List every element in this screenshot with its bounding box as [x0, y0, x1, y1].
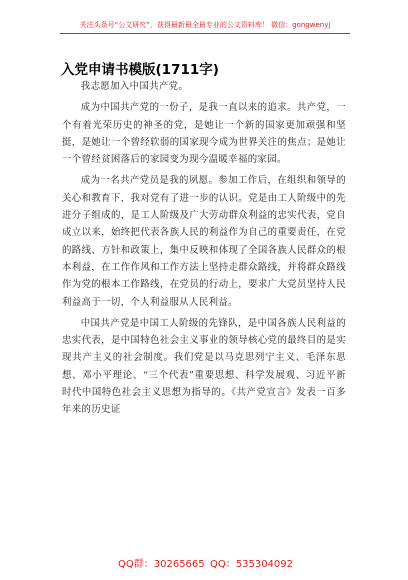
paragraph-4: 中国共产党是中国工人阶级的先锋队，是中国各族人民利益的忠实代表，是中国特色社会主义事业的领导核心党的最终目的是实现共产主义的社会制度。我们党是以马克思列宁主义、毛泽东思想、邓小平理论、“三个代表”重要思想、科学发展观、习近平新时代中国特色社会主义思想为指导的。《共产党宣言》发表一百多年来的历史证	[62, 317, 346, 416]
header-banner: 关注头条号“公文研究”，获得最新最全最专业的公文资料库！ 微信：gongwenyj	[60, 20, 350, 34]
document-body	[62, 78, 346, 423]
footer-qq-group: QQ群：30265665	[118, 559, 205, 570]
paragraph-1: 我志愿加入中国共产党。	[80, 81, 189, 92]
footer-qq: QQ：535304092	[210, 559, 294, 570]
paragraph-3: 成为一名共产党员是我的夙愿。参加工作后，在组织和领导的关心和教育下，我对党有了进一步的认识。党是由工人阶级中的先进分子组成的，是工人阶级及广大劳动群众利益的忠实代表，党自成立以来，始终把代表各族人民的利益作为自己的重要责任，在党的路线、方针和政策上，集中反映和体现了全国各族人民群众的根本利益，在工作作风和工作方法上坚持走群众路线，并将群众路线作为党的根本工作路线，在党员的行动上，要求广大党员坚持人民利益高于一切，个人利益服从人民利益。	[62, 175, 346, 308]
paragraph-2: 成为中国共产党的一份子，是我一直以来的追求。共产党，一个有着光荣历史的神圣的党，是她让一个新的国家更加顽强和坚挺，是她让一个曾经软弱的国家现今成为世界关注的焦点；是她让一个曾经贫困落后的家园变为现今温暖幸福的家园。	[62, 102, 346, 166]
document-title: 入党申请书模版(1711字)	[61, 62, 219, 78]
